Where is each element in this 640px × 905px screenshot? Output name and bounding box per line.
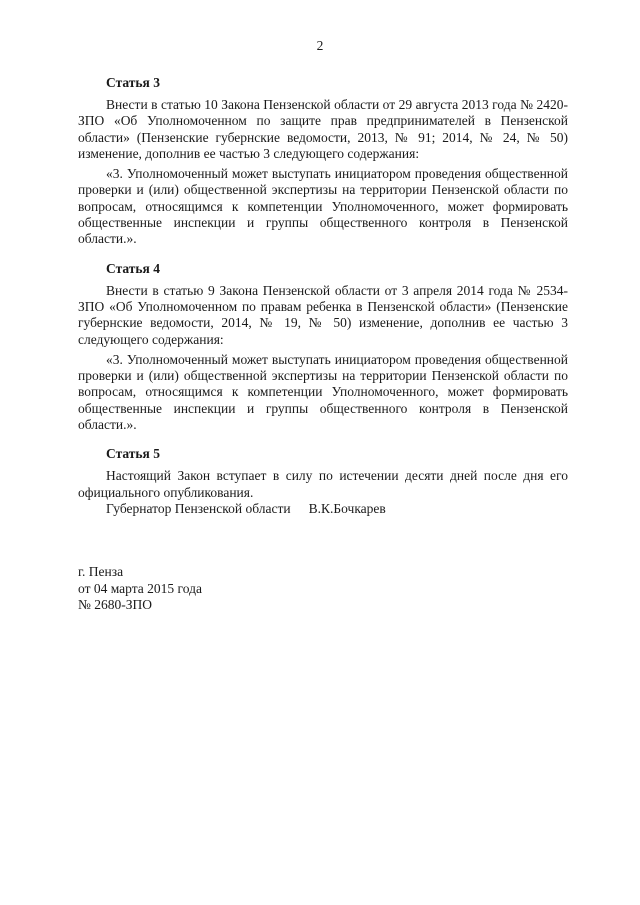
city: г. Пенза <box>78 564 124 579</box>
article-5 <box>78 445 568 501</box>
document-body <box>78 74 568 513</box>
article-title: Статья 5 <box>106 446 160 462</box>
article-paragraph: «3. Уполномоченный может выступать инициатором проведения общественной проверки и (или) общественной экспертизы на территории Пензенской области по вопросам, относящимся к компетенции Уполномоченного, может формировать общественные инспекции и группы общественного контроля в Пензенской области.». <box>78 166 568 247</box>
law-number: № 2680-ЗПО <box>78 597 153 612</box>
signature-line <box>106 500 386 517</box>
article-title: Статья 4 <box>106 260 160 276</box>
article-paragraph: Внести в статью 10 Закона Пензенской области от 29 августа 2013 года № 2420-ЗПО «Об Уполномоченном по защите прав предпринимателей в Пензенской области» (Пензенские губернские ведомости, 2013, № 91; 2014, № 24, № 50) изменение, дополнив ее частью 3 следующего содержания: <box>78 97 568 161</box>
law-date: от 04 марта 2015 года <box>78 580 202 596</box>
signatory-name: В.К.Бочкарев <box>308 501 386 516</box>
article-paragraph: Настоящий Закон вступает в силу по истечении десяти дней после дня его официального опубликования. <box>78 468 568 500</box>
article-title: Статья 3 <box>106 75 160 90</box>
place-date-block <box>78 564 202 614</box>
page-number: 2 <box>316 38 324 53</box>
signatory-position: Губернатор Пензенской области <box>106 501 291 516</box>
article-4 <box>78 260 568 434</box>
article-3 <box>78 74 568 248</box>
article-paragraph: Внести в статью 9 Закона Пензенской области от 3 апреля 2014 года № 2534-ЗПО «Об Уполномоченном по правам ребенка в Пензенской области» (Пензенские губернские ведомости, 2014, № 19, № 50) изменение, дополнив ее частью 3 следующего содержания: <box>78 282 568 347</box>
article-paragraph: «3. Уполномоченный может выступать инициатором проведения общественной проверки и (или) общественной экспертизы на территории Пензенской области по вопросам, относящимся к компетенции Уполномоченного, может формировать общественные инспекции и группы общественного контроля в Пензенской области.». <box>78 351 568 433</box>
